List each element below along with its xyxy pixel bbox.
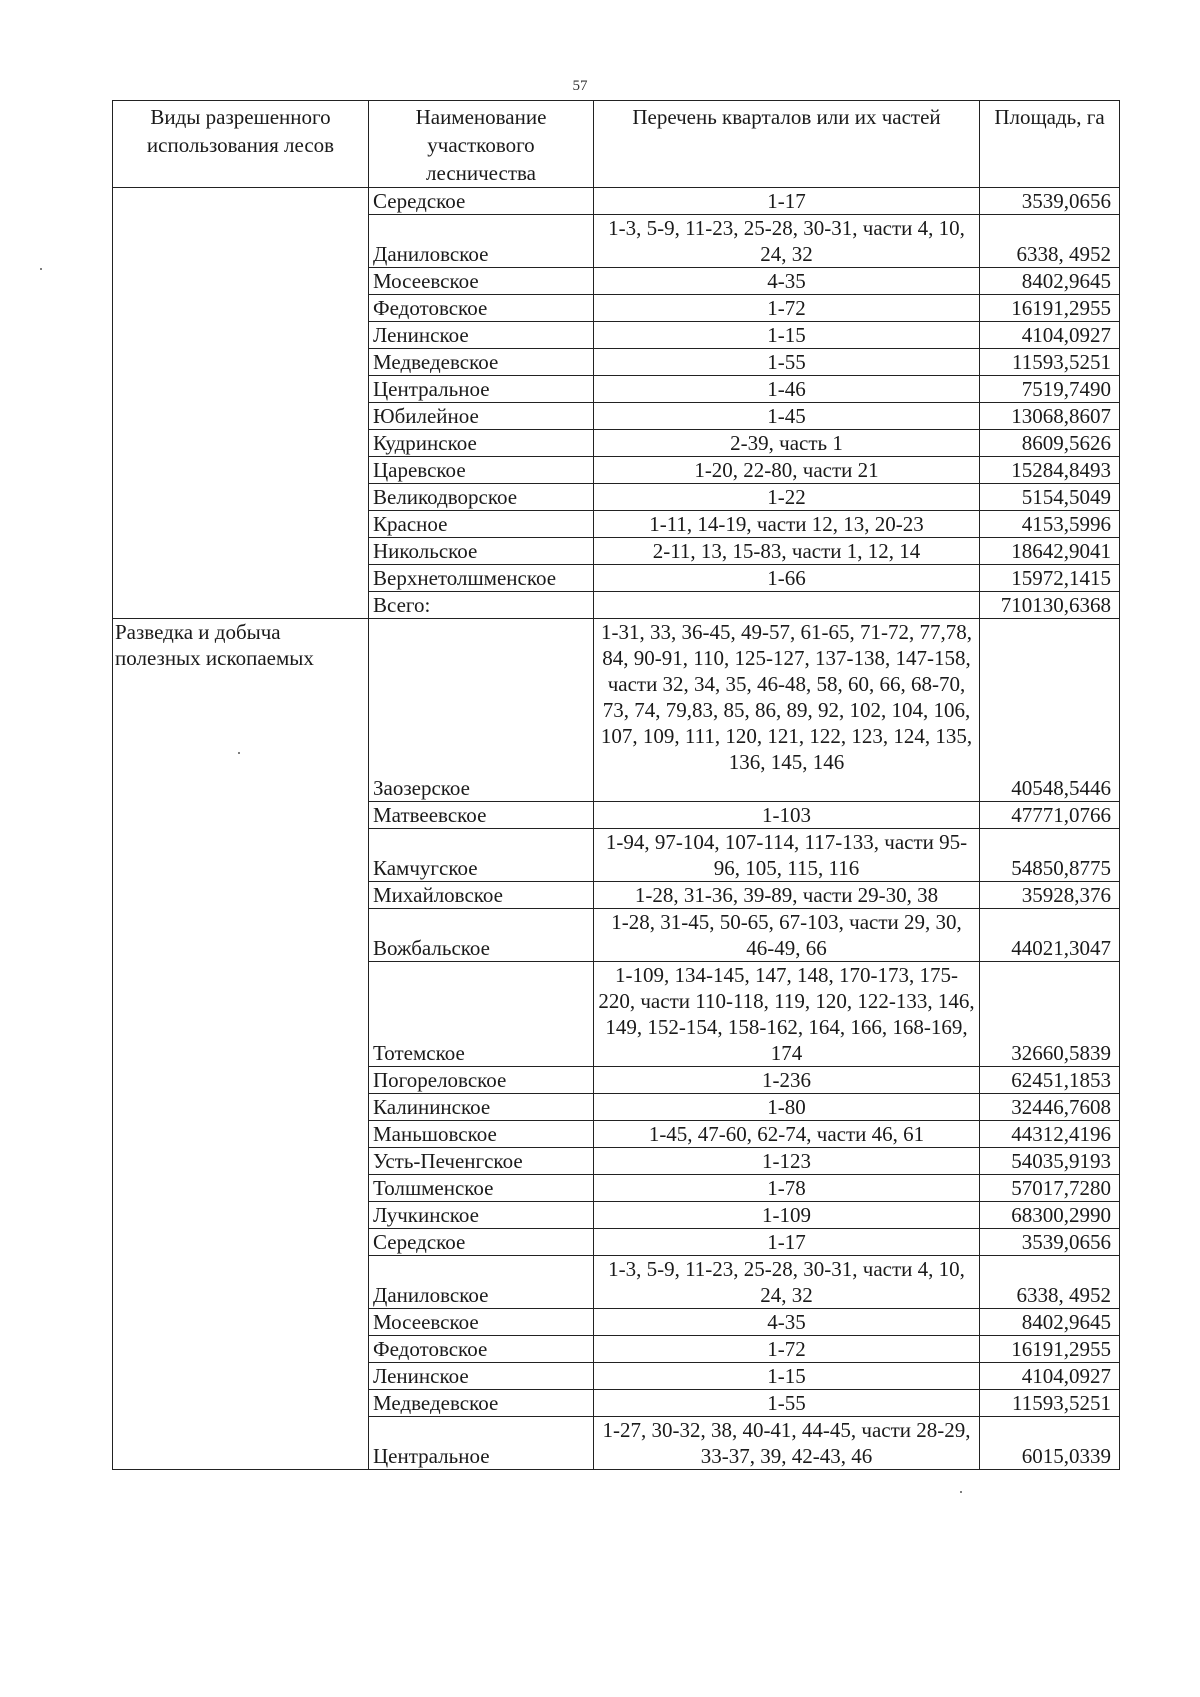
area-cell: 11593,5251 (980, 349, 1120, 376)
district-name-cell: Заозерское (369, 619, 594, 802)
district-name-cell: Тотемское (369, 962, 594, 1067)
quarters-cell: 4-35 (594, 268, 980, 295)
area-cell: 54035,9193 (980, 1148, 1120, 1175)
quarters-cell: 1-72 (594, 1336, 980, 1363)
district-name-cell: Медведевское (369, 1390, 594, 1417)
district-name-cell: Никольское (369, 538, 594, 565)
quarters-cell: 2-11, 13, 15-83, части 1, 12, 14 (594, 538, 980, 565)
scan-speck (238, 752, 240, 754)
header-district-name: Наименование участкового лесничества (369, 101, 594, 188)
area-cell: 32660,5839 (980, 962, 1120, 1067)
quarters-cell: 1-55 (594, 349, 980, 376)
district-name-cell: Кудринское (369, 430, 594, 457)
header-area: Площадь, га (980, 101, 1120, 188)
area-cell: 11593,5251 (980, 1390, 1120, 1417)
area-cell: 710130,6368 (980, 592, 1120, 619)
quarters-cell: 1-15 (594, 1363, 980, 1390)
area-cell: 15284,8493 (980, 457, 1120, 484)
quarters-cell: 1-55 (594, 1390, 980, 1417)
district-name-cell: Царевское (369, 457, 594, 484)
district-name-cell: Камчугское (369, 829, 594, 882)
district-name-cell: Мосеевское (369, 268, 594, 295)
area-cell: 32446,7608 (980, 1094, 1120, 1121)
quarters-cell: 1-78 (594, 1175, 980, 1202)
district-name-cell: Федотовское (369, 295, 594, 322)
area-cell: 8609,5626 (980, 430, 1120, 457)
quarters-cell: 1-109, 134-145, 147, 148, 170-173, 175-220, части 110-118, 119, 120, 122-133, 146, 149, 152-154, 158-162, 164, 166, 168-169, 174 (594, 962, 980, 1067)
area-cell: 54850,8775 (980, 829, 1120, 882)
district-name-cell: Толшменское (369, 1175, 594, 1202)
quarters-cell: 1-11, 14-19, части 12, 13, 20-23 (594, 511, 980, 538)
district-name-cell: Центральное (369, 376, 594, 403)
district-name-cell: Матвеевское (369, 802, 594, 829)
district-name-cell: Даниловское (369, 1256, 594, 1309)
area-cell: 7519,7490 (980, 376, 1120, 403)
area-cell: 57017,7280 (980, 1175, 1120, 1202)
district-name-cell: Вожбальское (369, 909, 594, 962)
district-name-cell: Погореловское (369, 1067, 594, 1094)
district-name-cell: Федотовское (369, 1336, 594, 1363)
area-cell: 16191,2955 (980, 295, 1120, 322)
area-cell: 4104,0927 (980, 322, 1120, 349)
district-name-cell: Середское (369, 1229, 594, 1256)
table-row (113, 619, 1120, 802)
table-body (113, 188, 1120, 1470)
area-cell: 35928,376 (980, 882, 1120, 909)
quarters-cell: 4-35 (594, 1309, 980, 1336)
quarters-cell: 1-109 (594, 1202, 980, 1229)
quarters-cell: 1-94, 97-104, 107-114, 117-133, части 95-96, 105, 115, 116 (594, 829, 980, 882)
area-cell: 16191,2955 (980, 1336, 1120, 1363)
district-name-cell: Середское (369, 188, 594, 215)
quarters-cell: 1-45 (594, 403, 980, 430)
district-name-cell: Калининское (369, 1094, 594, 1121)
district-name-cell: Лучкинское (369, 1202, 594, 1229)
area-cell: 15972,1415 (980, 565, 1120, 592)
quarters-cell: 1-31, 33, 36-45, 49-57, 61-65, 71-72, 77,78, 84, 90-91, 110, 125-127, 137-138, 147-158, части 32, 34, 35, 46-48, 58, 60, 66, 68-70, 73, 74, 79,83, 85, 86, 89, 92, 102, 104, 106, 107, 109, 111, 120, 121, 122, 123, 124, 135, 136, 145, 146 (594, 619, 980, 802)
quarters-cell: 1-3, 5-9, 11-23, 25-28, 30-31, части 4, 10, 24, 32 (594, 1256, 980, 1309)
quarters-cell: 1-27, 30-32, 38, 40-41, 44-45, части 28-29, 33-37, 39, 42-43, 46 (594, 1417, 980, 1470)
area-cell: 3539,0656 (980, 1229, 1120, 1256)
district-name-cell: Красное (369, 511, 594, 538)
district-name-cell: Мосеевское (369, 1309, 594, 1336)
district-name-cell: Всего: (369, 592, 594, 619)
quarters-cell: 2-39, часть 1 (594, 430, 980, 457)
quarters-cell: 1-28, 31-36, 39-89, части 29-30, 38 (594, 882, 980, 909)
district-name-cell: Юбилейное (369, 403, 594, 430)
quarters-cell: 1-103 (594, 802, 980, 829)
area-cell: 44312,4196 (980, 1121, 1120, 1148)
quarters-cell: 1-17 (594, 1229, 980, 1256)
area-cell: 18642,9041 (980, 538, 1120, 565)
district-name-cell: Медведевское (369, 349, 594, 376)
forest-use-table (112, 100, 1120, 1470)
quarters-cell: 1-66 (594, 565, 980, 592)
quarters-cell: 1-46 (594, 376, 980, 403)
quarters-cell: 1-22 (594, 484, 980, 511)
quarters-cell: 1-15 (594, 322, 980, 349)
scan-speck (40, 268, 42, 270)
quarters-cell: 1-80 (594, 1094, 980, 1121)
area-cell: 8402,9645 (980, 268, 1120, 295)
table-row (113, 188, 1120, 215)
quarters-cell: 1-17 (594, 188, 980, 215)
area-cell: 6338, 4952 (980, 1256, 1120, 1309)
quarters-cell: 1-3, 5-9, 11-23, 25-28, 30-31, части 4, 10, 24, 32 (594, 215, 980, 268)
area-cell: 40548,5446 (980, 619, 1120, 802)
header-usage-type: Виды разрешенного использования лесов (113, 101, 369, 188)
header-quarters-list: Перечень кварталов или их частей (594, 101, 980, 188)
quarters-cell: 1-45, 47-60, 62-74, части 46, 61 (594, 1121, 980, 1148)
district-name-cell: Михайловское (369, 882, 594, 909)
area-cell: 5154,5049 (980, 484, 1120, 511)
district-name-cell: Центральное (369, 1417, 594, 1470)
area-cell: 4104,0927 (980, 1363, 1120, 1390)
usage-type-cell (113, 188, 369, 619)
quarters-cell (594, 592, 980, 619)
district-name-cell: Великодворское (369, 484, 594, 511)
area-cell: 13068,8607 (980, 403, 1120, 430)
district-name-cell: Усть-Печенгское (369, 1148, 594, 1175)
district-name-cell: Даниловское (369, 215, 594, 268)
usage-type-cell: Разведка и добыча полезных ископаемых (113, 619, 369, 1470)
area-cell: 44021,3047 (980, 909, 1120, 962)
district-name-cell: Ленинское (369, 1363, 594, 1390)
area-cell: 4153,5996 (980, 511, 1120, 538)
scan-speck (960, 1491, 962, 1493)
area-cell: 6338, 4952 (980, 215, 1120, 268)
quarters-cell: 1-72 (594, 295, 980, 322)
quarters-cell: 1-123 (594, 1148, 980, 1175)
quarters-cell: 1-28, 31-45, 50-65, 67-103, части 29, 30, 46-49, 66 (594, 909, 980, 962)
district-name-cell: Ленинское (369, 322, 594, 349)
area-cell: 62451,1853 (980, 1067, 1120, 1094)
area-cell: 8402,9645 (980, 1309, 1120, 1336)
area-cell: 47771,0766 (980, 802, 1120, 829)
area-cell: 6015,0339 (980, 1417, 1120, 1470)
quarters-cell: 1-20, 22-80, части 21 (594, 457, 980, 484)
district-name-cell: Верхнетолшменское (369, 565, 594, 592)
area-cell: 68300,2990 (980, 1202, 1120, 1229)
district-name-cell: Маньшовское (369, 1121, 594, 1148)
quarters-cell: 1-236 (594, 1067, 980, 1094)
page-number: 57 (572, 78, 588, 94)
area-cell: 3539,0656 (980, 188, 1120, 215)
